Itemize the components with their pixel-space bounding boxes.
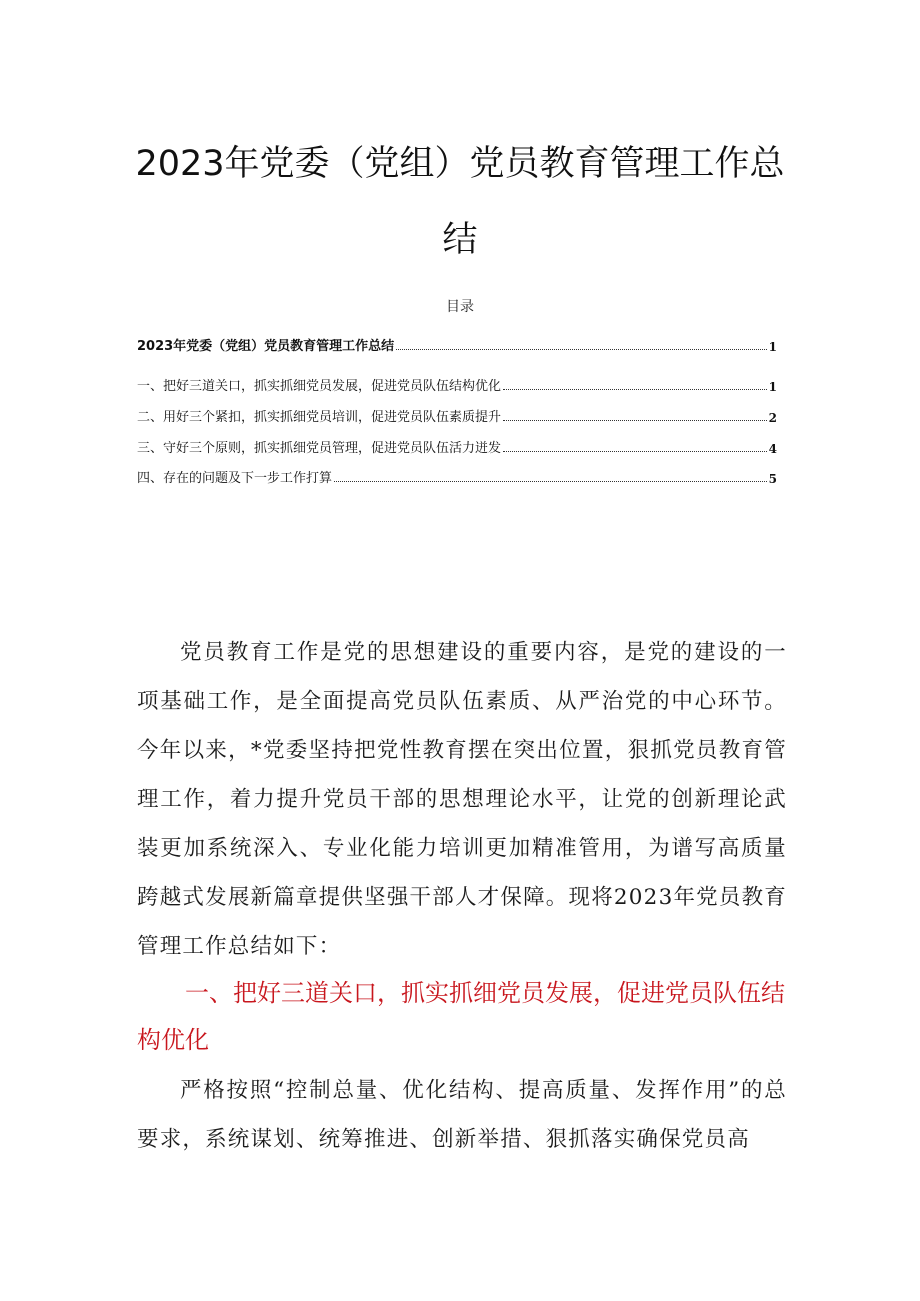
toc-entry-text: 2023年党委（党组）党员教育管理工作总结 (137, 339, 395, 354)
toc-entry-text: 一、把好三道关口，抓实抓细党员发展，促进党员队伍结构优化 (137, 379, 502, 394)
intro-paragraph: 党员教育工作是党的思想建设的重要内容，是党的建设的一项基础工作，是全面提高党员队伍素质、从严治党的中心环节。今年以来，*党委坚持把党性教育摆在突出位置，狠抓党员教育管理工作，着力提升党员干部的思想理论水平，让党的创新理论武装更加系统深入、专业化能力培训更加精准管用，为谱写高质量跨越式发展新篇章提供坚强干部人才保障。现将2023年党员教育管理工作总结如下： (137, 640, 787, 959)
toc-entry-text: 四、存在的问题及下一步工作打算 (137, 471, 333, 486)
toc-entry-page: 4 (768, 442, 777, 456)
toc-entry-text: 三、守好三个原则，抓实抓细党员管理，促进党员队伍活力迸发 (137, 441, 502, 456)
toc-entry[interactable] (137, 405, 777, 425)
toc-leader-dots (334, 481, 767, 482)
toc-heading: 目录 (446, 299, 474, 315)
toc-entry-text: 二、用好三个紧扣，抓实抓细党员培训，促进党员队伍素质提升 (137, 410, 502, 425)
document-title-line1: 2023年党委（党组）党员教育管理工作总 (135, 144, 785, 184)
section1-heading: 一、把好三道关口，抓实抓细党员发展，促进党员队伍结构优化 (137, 979, 785, 1054)
toc-entry[interactable] (137, 374, 777, 394)
toc-entry-page: 5 (768, 472, 777, 486)
toc-entry-page: 2 (768, 411, 777, 425)
toc-entry[interactable] (137, 334, 777, 354)
toc-entry-page: 1 (768, 340, 777, 354)
toc-leader-dots (503, 389, 767, 390)
document-title-line2: 结 (442, 220, 478, 260)
toc-entry[interactable] (137, 466, 777, 486)
toc-entry[interactable] (137, 436, 777, 456)
section1-paragraph: 严格按照“控制总量、优化结构、提高质量、发挥作用”的总要求，系统谋划、统筹推进、创新举措、狠抓落实确保党员高 (137, 1078, 787, 1152)
toc-leader-dots (503, 451, 767, 452)
toc-leader-dots (503, 420, 767, 421)
toc-leader-dots (396, 349, 766, 350)
toc-entry-page: 1 (768, 380, 777, 394)
